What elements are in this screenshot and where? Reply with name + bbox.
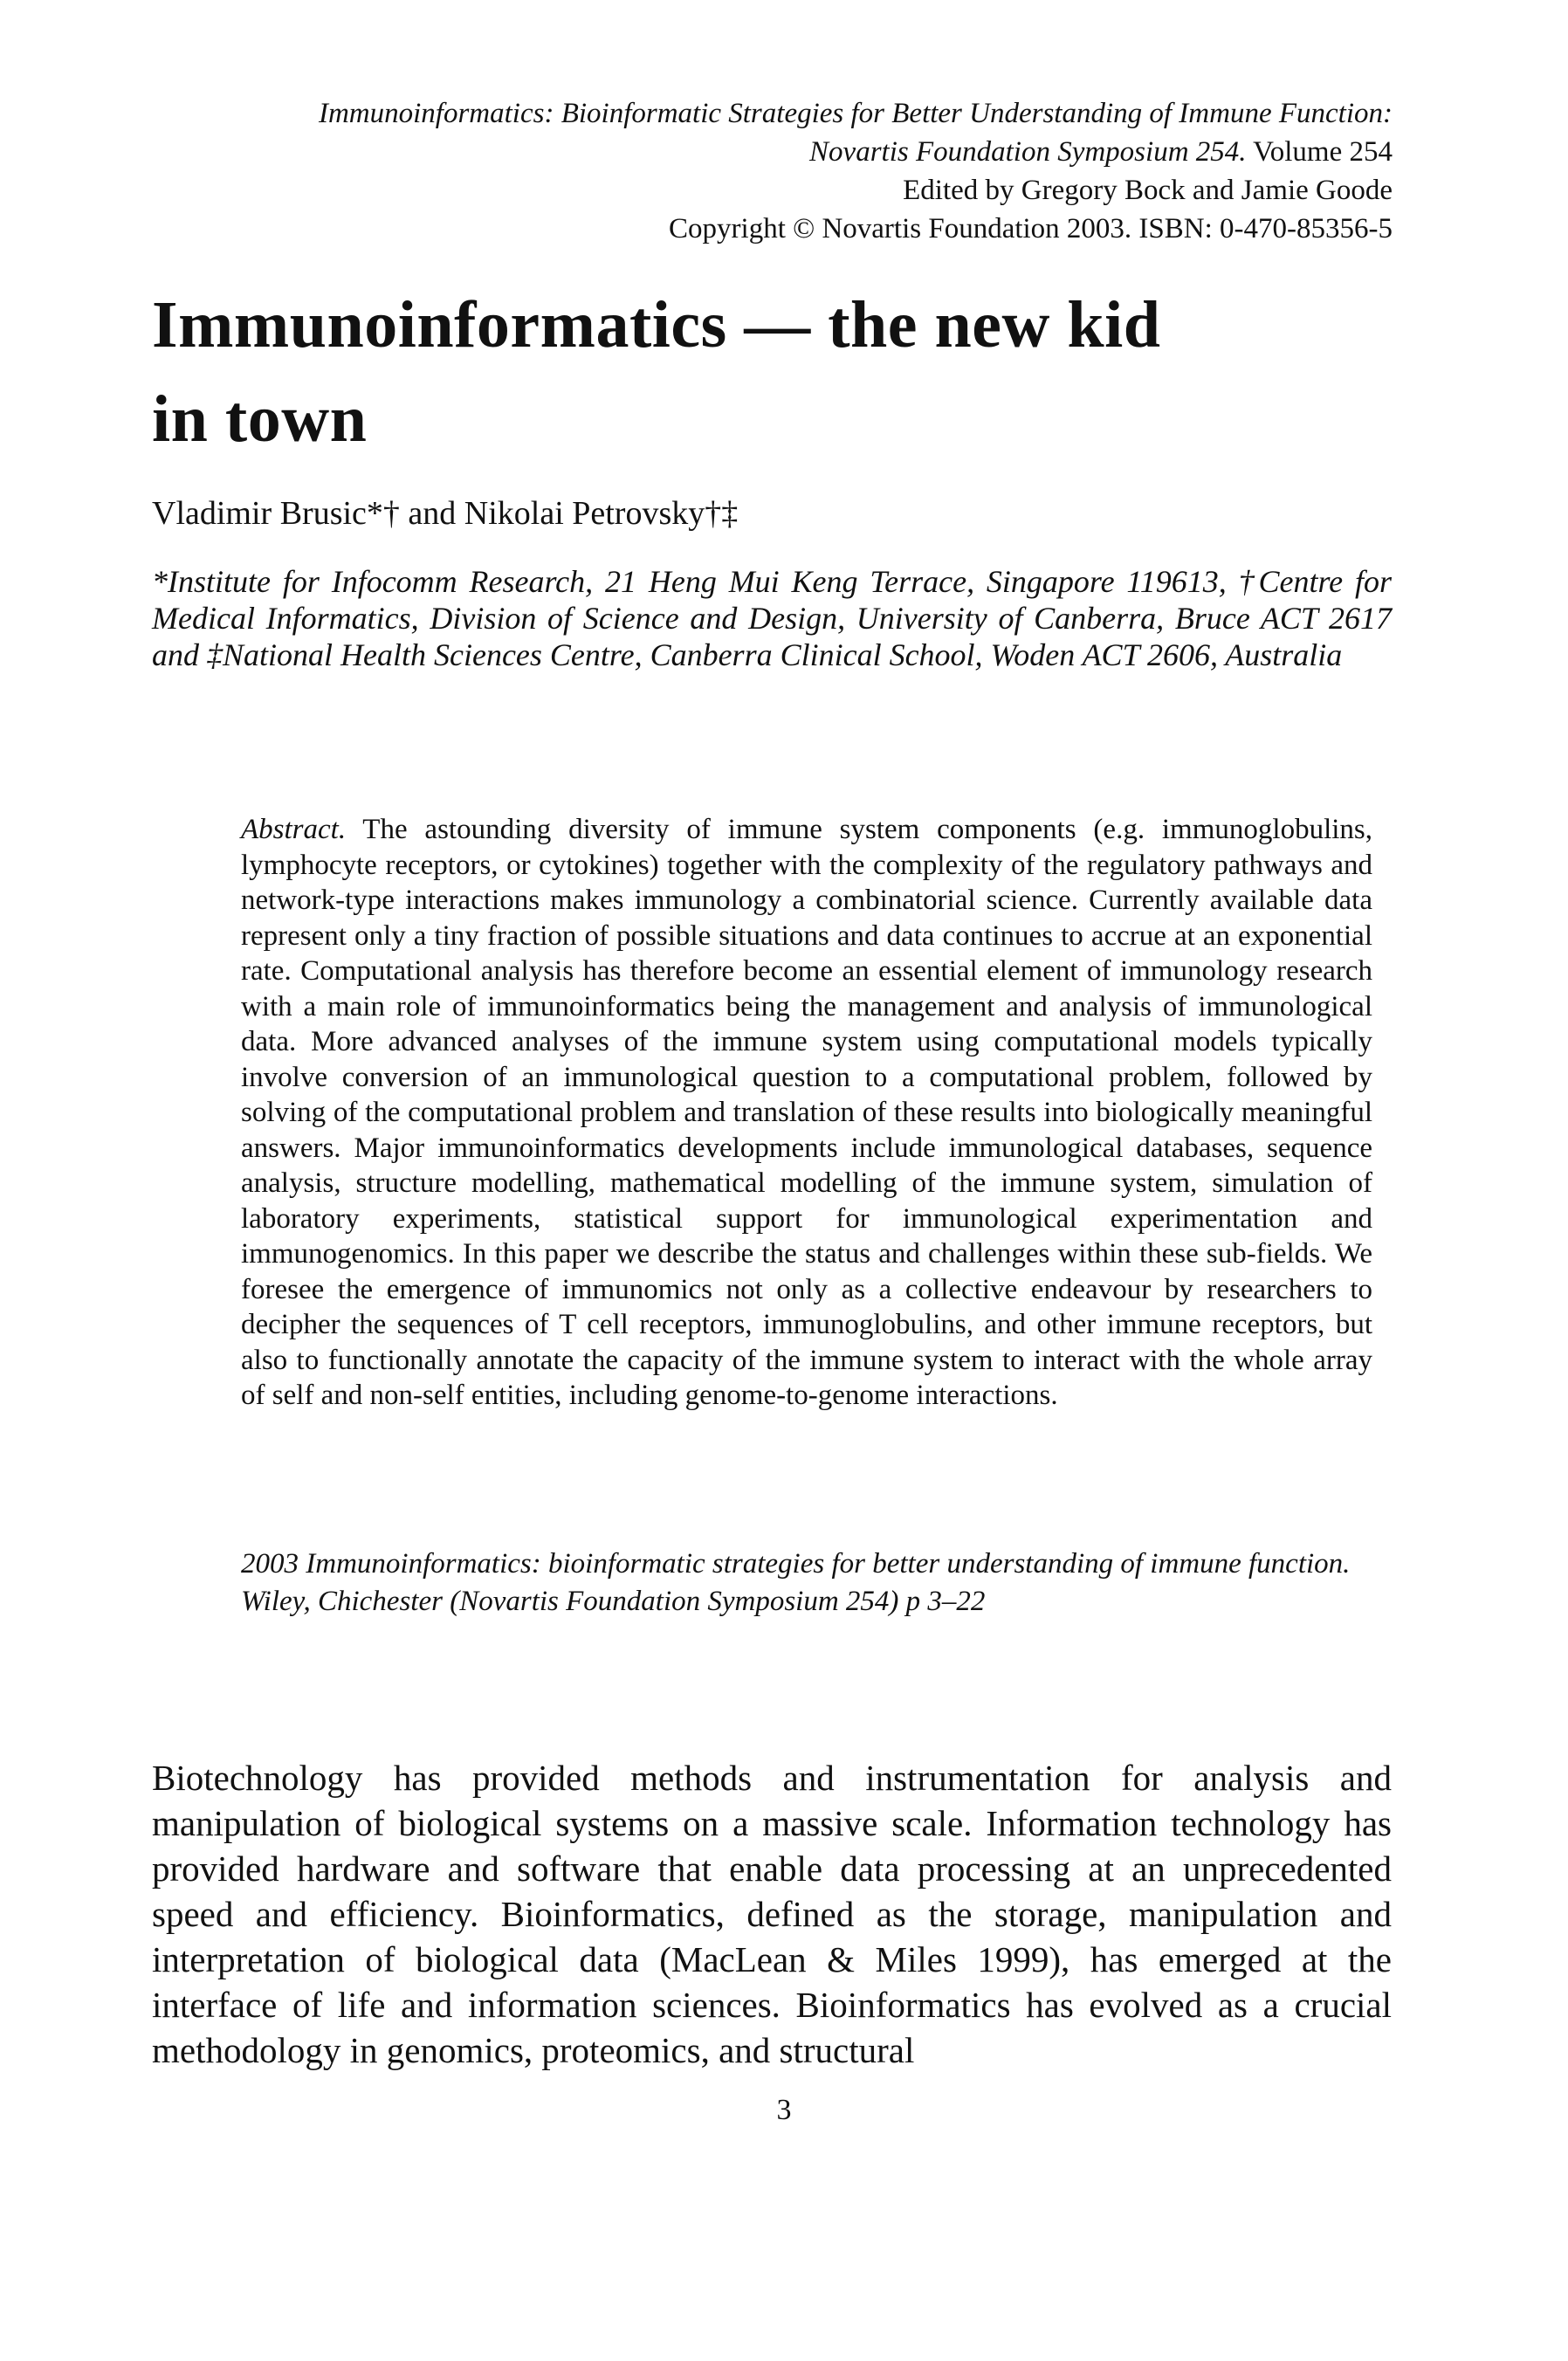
header-editors: Edited by Gregory Bock and Jamie Goode [903, 175, 1393, 206]
header-series-title: Novartis Foundation Symposium 254. [809, 136, 1247, 168]
abstract-text: The astounding diversity of immune system components (e.g. immunoglobulins, lymphocyte receptors, or cytokines) together with the complexity of the regulatory pathways and network-type interactions makes immunology a combinatorial science. Currently available data represent only a tiny fraction of possible situations and data continues to accrue at an exponential rate. Computational analysis has therefore become an essential element of immunology research with a main role of immunoinformatics being the management and analysis of immunological data. More advanced analyses of the immune system using computational models typically involve conversion of an immunological question to a computational problem, followed by solving of the computational problem and translation of these results into biologically meaningful answers. Major immunoinformatics developments include immunological databases, sequence analysis, structure modelling, mathematical modelling of the immune system, simulation of laboratory experiments, statistical support for immunological experimentation and immunogenomics. In this paper we describe the status and challenges within these sub-fields. We foresee the emergence of immunomics not only as a collective endeavour by researchers to decipher the sequences of T cell receptors, immunoglobulins, and other immune receptors, but also to functionally annotate the capacity of the immune system to interact with the whole array of self and non-self entities, including genome-to-genome interactions. [241, 814, 1372, 1411]
citation-line-1: 2003 Immunoinformatics: bioinformatic strategies for better understanding of immune function. [241, 1548, 1351, 1580]
header-volume: Volume 254 [1246, 136, 1393, 168]
abstract [241, 812, 1372, 1414]
paper-title [152, 278, 1374, 466]
header-book-title: Immunoinformatics: Bioinformatic Strategies for Better Understanding of Immune Function: [318, 98, 1393, 129]
body-paragraph: Biotechnology has provided methods and instrumentation for analysis and manipulation of biological systems on a massive scale. Information technology has provided hardware and software that enable data processing at an unprecedented speed and efficiency. Bioinformatics, defined as the storage, manipulation and interpretation of biological data (MacLean & Miles 1999), has emerged at the interface of life and information sciences. Bioinformatics has evolved as a crucial methodology in genomics, proteomics, and structural [152, 1758, 1392, 2070]
header-series-line [262, 133, 1393, 171]
author-affiliations: *Institute for Infocomm Research, 21 Heng Mui Keng Terrace, Singapore 119613, †Centre for Medical Informatics, Division of Science and Design, University of Canberra, Bruce ACT 2617 and ‡National Health Sciences Centre, Canberra Clinical School, Woden ACT 2606, Australia [152, 564, 1392, 672]
author-list: Vladimir Brusic*† and Nikolai Petrovsky†‡ [152, 495, 739, 532]
page-number: 3 [776, 2094, 792, 2126]
abstract-label: Abstract. [241, 814, 347, 845]
citation-reference [241, 1545, 1376, 1621]
running-header [262, 94, 1393, 248]
paper-title-line-2: in town [152, 382, 368, 456]
citation-line-2: Wiley, Chichester (Novartis Foundation Symposium 254) p 3–22 [241, 1586, 986, 1617]
paper-title-line-1: Immunoinformatics — the new kid [152, 288, 1161, 361]
header-copyright: Copyright © Novartis Foundation 2003. ISBN: 0-470-85356-5 [669, 213, 1393, 244]
